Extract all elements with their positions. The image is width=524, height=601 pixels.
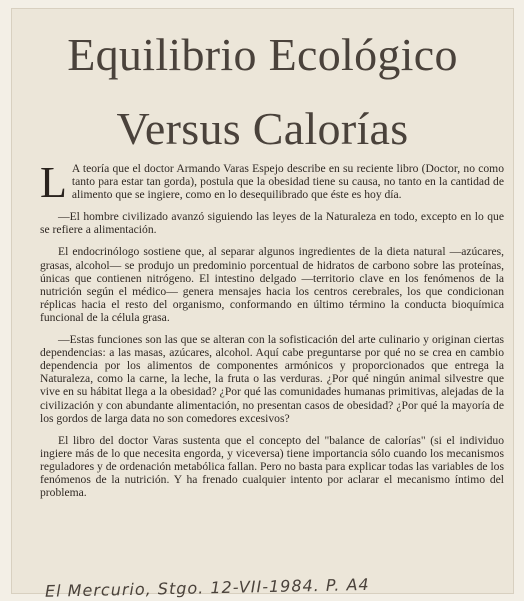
paragraph-5: El libro del doctor Varas sustenta que el concepto del "balance de calorías" (si el individuo ingiere más de lo que necesita engorda, y viceversa) tiene importancia sólo cuando los mecanismos reguladores y de ordenación metabólica fallan. Pero no basta para explicar todas las variables de los fenómenos de la nutrición. Y ha frenado cualquier intento por aclarar el mecanismo íntimo del problema. bbox=[40, 433, 504, 500]
paragraph-3: El endocrinólogo sostiene que, al separar algunos ingredientes de la dieta natural —azúcares, grasas, alcohol— se produjo un predominio porcentual de hidratos de carbono sobre las proteínas, únicas que contienen nitrógeno. El intestino delgado —territorio clave en los fenómenos de la nutrición según el médico— genera mensajes hacia los centros cerebrales, los que condicionan réplicas hacia el resto del organismo, conformando en último término la conducta bioquímica funcional de la célula grasa. bbox=[40, 245, 504, 324]
drop-cap: L bbox=[40, 158, 67, 207]
paragraph-4: —Estas funciones son las que se alteran con la sofisticación del arte culinario y originan ciertas dependencias: a las masas, azúcares, alcohol. Aquí cabe preguntarse por qué no se crea en cambio dependencia por los alimentos de componentes armónicos y proporcionados que entrega la Naturaleza, como la carne, la leche, la fruta o las verduras. ¿Por qué ningún animal silvestre que vive en su hábitat llega a la obesidad? ¿Por qué las comunidades humanas primitivas, alejadas de la civilización y con abundante alimentación, no presentan casos de obesidad? ¿Por qué la mayoría de los gordos de larga data no son comedores excesivos? bbox=[40, 333, 504, 425]
paragraph-1 bbox=[40, 158, 504, 207]
article-body bbox=[40, 158, 504, 500]
headline-line-1: Equilibrio Ecológico bbox=[67, 29, 458, 80]
paragraph-1-text: A teoría que el doctor Armando Varas Espejo describe en su reciente libro (Doctor, no como tanto para estar tan gorda), postula que la obesidad tiene su causa, no tanto en la cantidad de alimento que se ingiere, como en lo desequilibrado que éste es hoy día. bbox=[71, 162, 504, 202]
headline-line-2: Versus Calorías bbox=[116, 103, 409, 154]
handwritten-source-annotation: El Mercurio, Stgo. 12-VII-1984. P. A4 bbox=[44, 574, 370, 601]
paragraph-2: —El hombre civilizado avanzó siguiendo las leyes de la Naturaleza en todo, excepto en lo que se refiere a alimentación. bbox=[40, 210, 504, 237]
newspaper-clipping bbox=[11, 8, 514, 601]
